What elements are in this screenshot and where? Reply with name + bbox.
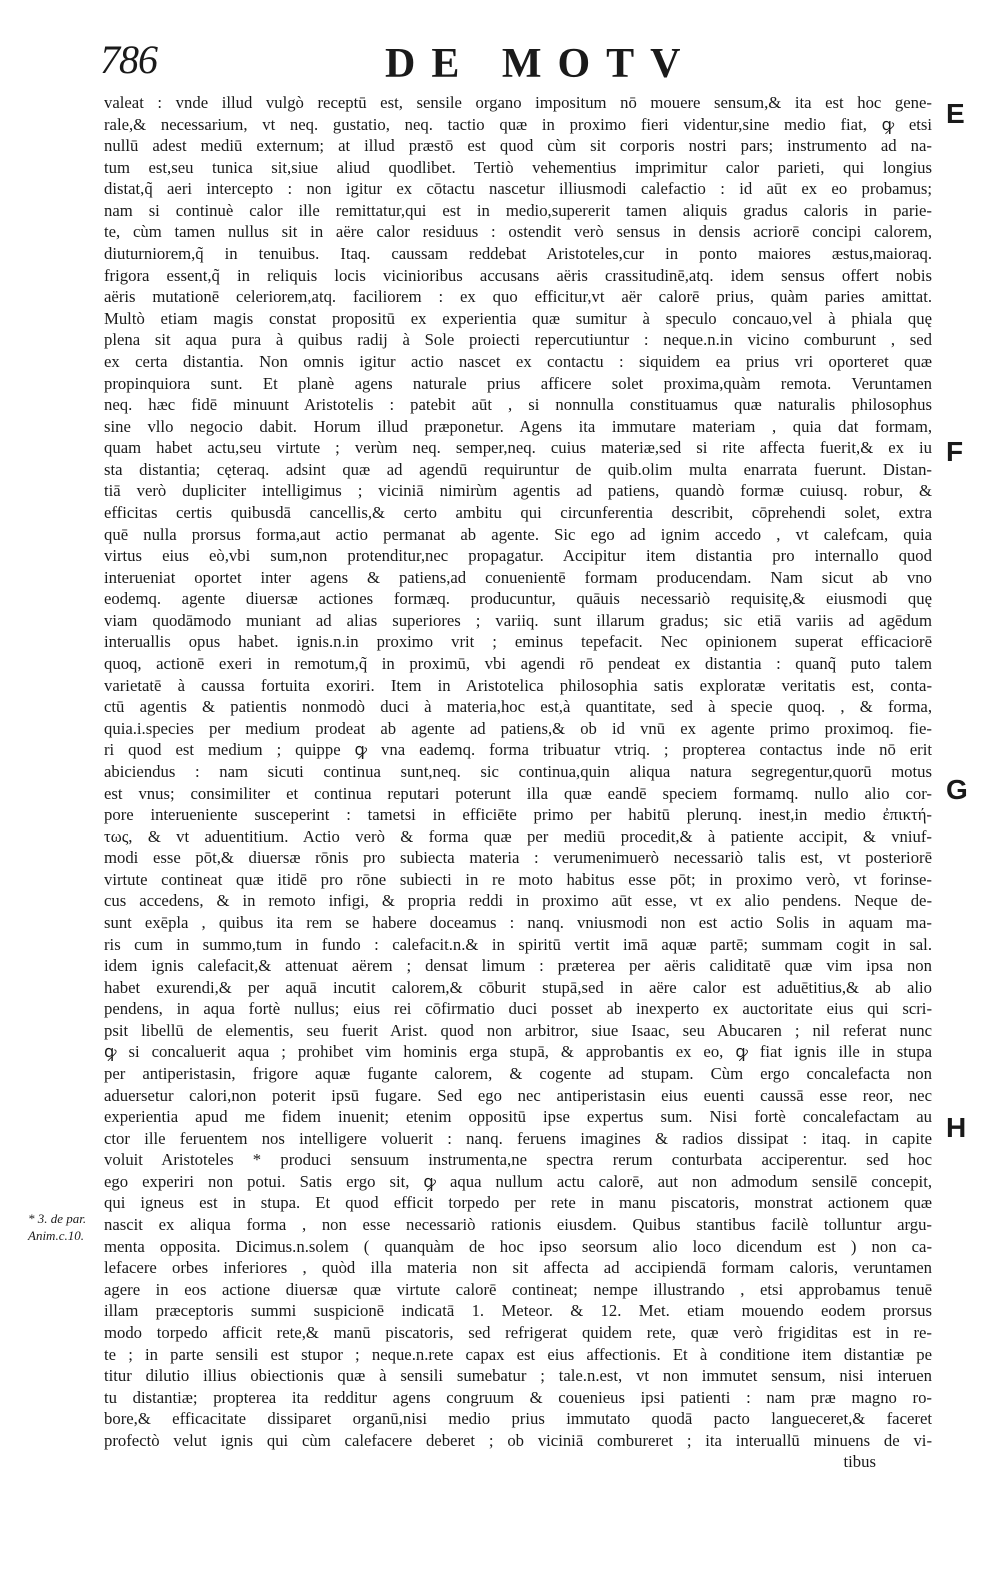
margin-section-letter: G (946, 774, 968, 805)
text-line: agere in eos actione diuersæ quæ virtute calorē contineat; nempe illustrando , etsi approbamus tenuē (104, 1279, 932, 1299)
text-line: psit libellū de elementis, seu fuerit Arist. quod non arbitror, siue Isaac, seu Abucaren ; nil referat nunc (104, 1020, 932, 1040)
margin-note-line: Anim.c.10. (28, 1228, 84, 1243)
text-line: ego experiri non potui. Satis ergo sit, ꝙ aqua nullum actu calorē, aut non admodum sensilē concepit, (104, 1171, 932, 1191)
text-line: rale,& necessarium, vt neq. gustatio, neq. tactio quæ in proximo fieri videntur,sine medio fiat, ꝙ etsi (104, 114, 932, 134)
text-line: ris cum in summo,tum in fundo : calefacit.n.& in spiritū vertit imā aquæ partē; summam cogit in sal. (104, 934, 932, 954)
text-line: plena sit aqua pura à quibus radij à Sole proiecti repercutiuntur : neque.n.in vicino comburunt , sed (104, 330, 932, 350)
text-line: illam præceptoris summi suspicionē indicatā 1. Meteor. & 12. Met. etiam mouendo eodem prorsus (104, 1301, 932, 1321)
text-line: varietatē à caussa fortuita exoriri. Item in Aristotelica philosophia satis exploratæ veritatis est, conta- (104, 675, 932, 695)
text-line: interueniat oportet inter agens & patiens,ad conuenientē formam producendam. Nam sicut ab vno (104, 567, 932, 587)
text-line: Multò etiam magis constat propositū ex experientia quæ sumitur à speculo concauo,vel à phiala quę (104, 308, 932, 328)
text-line: experientia apud me fidem inuenit; etenim oppositū ipse expertus sum. Nisi fortè concalefactam au (104, 1107, 932, 1127)
running-head: DE MOTV (385, 41, 697, 87)
text-line: tiā verò dupliciter intelligimus ; viciniā nimirùm agentis ad patiens, quandò formæ cuiusq. robur, & (104, 481, 932, 501)
text-line: valeat : vnde illud vulgò receptū est, sensile organo impositum nō mouere sensum,& ita est hoc gene- (104, 93, 932, 112)
text-line: sine vllo negocio dabit. Horum illud præponetur. Agens ita immutare materiam , quia dat formam, (104, 416, 932, 436)
text-line: τως, & vt aduentitium. Actio verò & forma quæ per mediū procedit,& à patiente accipit, & vniuf- (104, 826, 932, 846)
text-line: ex certa distantia. Non omnis igitur actio nascet ex contactu : siquidem ea prius vri oporteret quæ (104, 351, 932, 371)
text-line: per antiperistasin, frigore aquæ fugante calorem, & cogente ad stupam. Cùm ergo concalefacta non (104, 1064, 932, 1084)
margin-section-letter: E (946, 98, 965, 129)
page-number: 786 (100, 37, 157, 82)
text-line: tu distantiæ; propterea ita redditur agens congruum & couenieus ipsi patienti : nam præ magno ro- (104, 1387, 932, 1407)
text-line: eodemq. agente diuersæ actiones formæq. producuntur, quāuis necessariò requisitę,& eiusmodi quę (104, 589, 932, 609)
text-line: quam habet actu,seu virtute ; verùm neq. semper,neq. cuius materiæ,sed si rite affecta fuerit,& ex iu (104, 438, 932, 458)
margin-note (28, 1210, 104, 1244)
text-line: profectò velut ignis qui cùm calefacere deberet ; ob viciniā combureret ; ita interuallū minuens de vi- (104, 1430, 932, 1450)
text-line: sunt exēpla , quibus ita rem se habere doceamus : nanq. vniusmodi non est actio Solis in aquam ma- (104, 912, 932, 932)
text-line: menta opposita. Dicimus.n.solem ( quanquàm de hoc ipso seorsum alio loco dicendum est ) non ca- (104, 1236, 932, 1256)
text-line: neq. hæc fidē minuunt Aristotelis : patebit aūt , si nonnulla constituamus quæ naturalis philosophus (104, 395, 932, 415)
body-text (104, 92, 932, 1473)
text-line: propinquiora sunt. Et planè agens naturale prius afficere solet proxima,quàm remota. Veruntamen (104, 373, 932, 393)
text-line: ctū agentis & patientis nonmodò duci à materia,hoc est,à quantitate, sed à specie quoq. , & forma, (104, 697, 932, 717)
text-line: modi esse pōt,& diuersæ rōnis pro subiecta materia : verumenimuerò necessariò talis est, vt posteriorē (104, 848, 932, 868)
text-line: distat,q̃ aeri intercepto : non igitur ex cōtactu nascetur illiusmodi calefactio : id aūt ex eo probamus; (104, 179, 932, 199)
text-line: efficitas certis quibusdā cancellis,& certo ambitu qui circunferentia describit, cōprehendi solet, extra (104, 502, 932, 522)
text-line: frigora essent,q̃ in reliquis locis vicinioribus accusans aëris crassitudinē,atq. idem sensus offert nobis (104, 265, 932, 285)
text-line: virtute contineat quæ itidē pro rōne subiecti in re moto habitus esse pōt; in proximo verò, vt forinse- (104, 869, 932, 889)
text-line: diuturniorem,q̃ in tenuibus. Itaq. caussam reddebat Aristoteles,cur in ponto maiores æstus,maioraq. (104, 244, 932, 264)
text-line: titur dilutio illius obiectionis quæ à sensili sumebatur ; tale.n.est, vt non immutet sensum, nisi interuen (104, 1366, 932, 1386)
text-line: aduersetur calori,non poterit ipsū fugare. Sed ego nec antiperistasin eius euenti caussā esse reor, nec (104, 1085, 932, 1105)
text-line: pendens, in aqua fortè nullus; eius rei cōfirmatio duci posset ab inexperto ex auctoritate eius qui scri- (104, 999, 932, 1019)
text-line: aëris mutationē celeriorem,atq. faciliorem : ex quo efficitur,vt aër calorē prius, quàm paries amittat. (104, 287, 932, 307)
margin-note-line: * 3. de par. (28, 1211, 87, 1226)
text-line: interuallis opus habet. ignis.n.in proximo vrit ; eminus tepefacit. Nec opinionem superat efficaciorē (104, 632, 932, 652)
text-line: modo torpedo afficit rete,& manū piscatoris, sed refrigerat quidem rete, quæ verò frigiditas est in re- (104, 1322, 932, 1342)
text-line: nam si continuè calor ille remittatur,qui est in medio,supererit tamen aliquis gradus caloris in parie- (104, 200, 932, 220)
margin-section-letter: H (946, 1112, 967, 1143)
text-line: idem ignis calefacit,& attenuat aërem ; densat limum : præterea per aëris caliditatē quæ vim ipsa non (104, 956, 932, 976)
text-line: te ; in parte sensili est stupor ; neque.n.rete capax est eius affectionis. Et à conditione item distantiæ pe (104, 1344, 932, 1364)
text-line: virtus eius eò,vbi sum,non protenditur,nec propagatur. Accipitur item distantia pro internallo quod (104, 546, 932, 566)
text-line: nullū adest mediū externum; at illud præstō est quod cùm sit corporis nostri pars; instrumento ad na- (104, 136, 932, 156)
text-line: quē nulla prorsus forma,aut actio permanat ab agente. Sic ego ad ignim accedo , vt calefcam, quia (104, 524, 932, 544)
text-line: qui igneus est in stupa. Et quod efficit torpedo per rete in manu piscatoris, monstrat actionem quæ (104, 1193, 932, 1213)
text-line: abiciendus : nam sicuti continua sunt,neq. sic continua,quin aliqua natura segregentur,quorū motus (104, 761, 932, 781)
text-line: quia.i.species per medium prodeat ab agente ad patiens,& ob id vnū ex agente primo proximoq. fie- (104, 718, 932, 738)
text-line: quoq, actionē exeri in remotum,q̃ in proximū, vbi agendi rō pendeat ex distantia : quanq̃ puto talem (104, 654, 932, 674)
text-line: est vnus; consimiliter et continua reputari poterunt illa quæ eandē speciem formamq. nullo alio cor- (104, 783, 932, 803)
text-line: bore,& efficacitate dissiparet organū,nisi medio prius immutato quodā pacto langueceret,& faceret (104, 1409, 932, 1429)
text-line: pore interueniente susceperint : tametsi in efficiēte primo per habitū plerunq. inest,in medio ἐπικτή- (104, 805, 932, 825)
text-line: ꝙ si concaluerit aqua ; prohibet vim hominis erga stupā, & approbantis ex eo, ꝙ fiat ignis ille in stupa (104, 1042, 932, 1062)
text-line: habet exurendi,& per aquā incutit calorem,& cōburit stupā,sed in aëre calor est aduētitius,& ab alio (104, 977, 932, 997)
text-line: sta distantia; cęteraq. adsint quæ ad agendū requiruntur de quib.olim multa enarrata fuerunt. Distan- (104, 459, 932, 479)
text-line: viam quodāmodo muniant ad alias superiores ; variiq. sunt illarum gradus; sic etiā variis ad agēdum (104, 610, 932, 630)
text-line: voluit Aristoteles * produci sensuum instrumenta,ne spectra rerum conturbata acciperentur. sed hoc (104, 1150, 932, 1170)
text-line: cus accedens, & in remoto infigi, & propria reddi in proximo aūt esse, vt ex alio pendens. Neque de- (104, 891, 932, 911)
margin-section-letter: F (946, 436, 964, 467)
text-line: ri quod est medium ; quippe ꝙ vna eademq. forma tribuatur vtriq. ; propterea contactus inde nō erit (104, 740, 932, 760)
text-line: tibus (843, 1452, 876, 1472)
text-line: lefacere orbes inferiores , quòd illa materia non sit affecta ad accipiendā formam caloris, veruntamen (104, 1258, 932, 1278)
text-line: tum est,seu tunica sit,siue aliud quodlibet. Tertiò vehementius imprimitur calor parieti, qui longius (104, 157, 932, 177)
text-line: nascit ex aliqua forma , non esse necessariò rationis eiusdem. Quibus stantibus facilè tolluntur argu- (104, 1215, 932, 1235)
text-line: ctor ille feruentem nos intelligere voluerit : nanq. feruens imagines & radios dissipat : itaq. in capite (104, 1128, 932, 1148)
text-line: te, cùm tamen nullus sit in aëre calor residuus : ostendit verò sensus in densis acriorē concipi calorem, (104, 222, 932, 242)
